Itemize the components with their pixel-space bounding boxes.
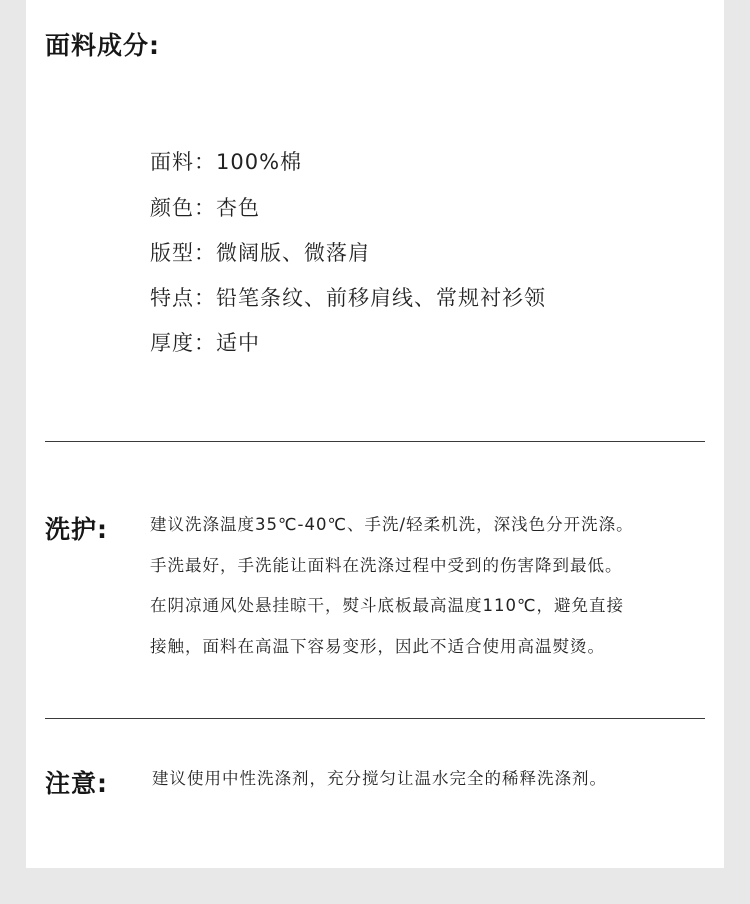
spec-value: 铅笔条纹、前移肩线、常规衬衫领 bbox=[216, 286, 546, 310]
spec-label: 特点 bbox=[150, 286, 194, 310]
spec-label: 厚度 bbox=[150, 331, 194, 355]
spec-label: 版型 bbox=[150, 241, 194, 265]
spec-separator: ： bbox=[194, 150, 216, 174]
spec-row-thickness bbox=[150, 329, 260, 357]
product-info-card bbox=[26, 0, 724, 868]
spec-row-fabric bbox=[150, 148, 302, 176]
care-heading: 洗护: bbox=[45, 515, 108, 544]
notice-text: 建议使用中性洗涤剂，充分搅匀让温水完全的稀释洗涤剂。 bbox=[152, 769, 607, 788]
spec-row-features bbox=[150, 284, 546, 312]
spec-label: 面料 bbox=[150, 150, 194, 174]
spec-separator: ： bbox=[194, 331, 216, 355]
care-line: 在阴凉通风处悬挂晾干，熨斗底板最高温度110℃，避免直接 bbox=[150, 596, 625, 615]
spec-separator: ： bbox=[194, 286, 216, 310]
care-line: 建议洗涤温度35℃-40℃、手洗/轻柔机洗，深浅色分开洗涤。 bbox=[150, 515, 634, 534]
care-line: 接触，面料在高温下容易变形，因此不适合使用高温熨烫。 bbox=[150, 637, 605, 656]
spec-value: 适中 bbox=[216, 331, 260, 355]
section-divider bbox=[45, 718, 705, 719]
spec-label: 颜色 bbox=[150, 196, 194, 220]
notice-heading: 注意: bbox=[45, 769, 108, 798]
spec-separator: ： bbox=[194, 241, 216, 265]
spec-row-color bbox=[150, 194, 260, 222]
spec-row-fit bbox=[150, 239, 370, 267]
spec-value: 微阔版、微落肩 bbox=[216, 241, 370, 265]
section-divider bbox=[45, 441, 705, 442]
care-line: 手洗最好，手洗能让面料在洗涤过程中受到的伤害降到最低。 bbox=[150, 556, 623, 575]
spec-value: 100%棉 bbox=[216, 150, 303, 174]
spec-value: 杏色 bbox=[216, 196, 260, 220]
spec-separator: ： bbox=[194, 196, 216, 220]
fabric-heading: 面料成分: bbox=[45, 31, 160, 60]
